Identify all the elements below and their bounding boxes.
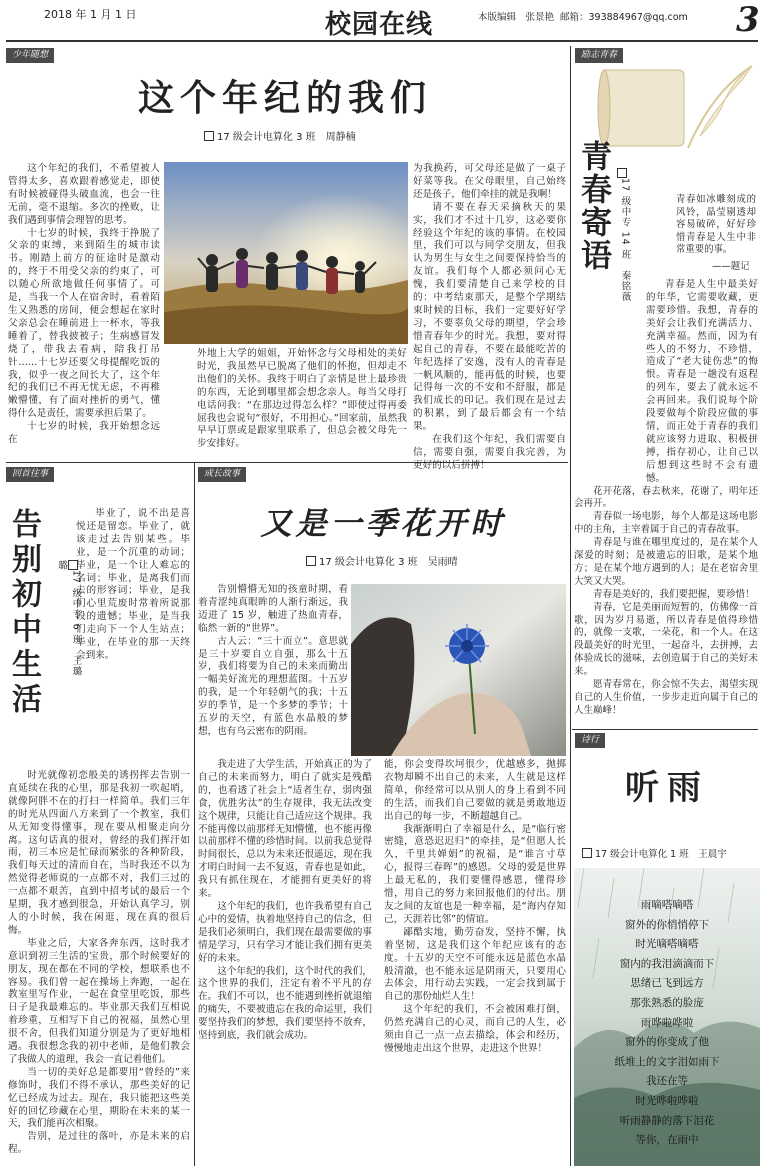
side-author: 17 级中专 14 班 秦铭薇 xyxy=(619,178,631,303)
poem-line: 那张熟悉的脸庞 xyxy=(630,996,704,1009)
epigraph-source: ——题记 xyxy=(712,261,750,272)
side-title: 青春寄语 xyxy=(575,140,611,272)
paragraph: 这个年纪的我们，不希望被人管得太多，喜欢跟着感觉走，即使有时候被碰得头破血流，也会一往无前，毫不退缩。多次的挫败，让我们遇到事情会理智的思考。 xyxy=(8,163,160,226)
byline-box-icon xyxy=(204,131,214,141)
article1-col1 xyxy=(8,163,160,459)
article1-col2 xyxy=(197,348,407,459)
paragraph: 古人云：“三十而立”。意思就是三十岁要自立自强，那么十五岁，我们将要为自己的未来而勤出一幅美好流光的理想蓝图。十五岁的我，是一个年轻朝气的我；十五岁的季节，是一个多梦的季节；十五岁的天空，有蓝色水晶般的梦想，也有乌云密布的阴雨。 xyxy=(198,635,348,737)
article3-byline xyxy=(306,553,458,568)
paragraph: 青春是美好的，我们要把握，要珍惜！ xyxy=(593,588,755,600)
photo-blue-dandelion xyxy=(351,584,566,756)
scroll-quill-illustration xyxy=(592,62,760,154)
paragraph: 青春是与谁在哪里度过的，是在某个人深爱的时刻；是被遗忘的旧歌，是某个地方；是在某个地方遇到的人；是在老宿舍里大笑又大哭。 xyxy=(574,537,758,587)
section-tag-inspiring-youth: 励志青春 xyxy=(575,48,623,63)
paragraph: 十七岁的时候，我终于挣脱了父亲的束缚，来到陌生的城市读书。刚踏上前方的征途时是激动的，终于不用受父亲的约束了，可以随心所欲地做任何事情了。可是，当我一个人在宿舍时，看着陌生又熟悉的房间，便会想起在家时父亲总会在睡前进上一杯水，等我睡着了，替我披被子；生病感冒发烧了，带我去看病，陪我打吊针……十七岁还要父母提醒吃饭的我，似乎一夜之间长大了，这个年纪的我们已不再无忧无虑，不再稚嫩懵懂，有了面对挫折的勇气，懂得什么是责任，需要承担后果了。 xyxy=(8,227,160,420)
article3-author: 17 级会计电算化 3 班 吴雨晴 xyxy=(319,557,458,568)
article3-col1-top xyxy=(198,584,348,760)
paragraph: 十七岁的时候，我开始想念远在 xyxy=(8,421,160,446)
poem-line: 窗内的我泪滴滴而下 xyxy=(619,957,715,970)
paragraph: 鄙酷实地，勤劳奋发，坚持不懈，执着坚韧，这是我们这个年纪应该有的态度。十五岁的天空不可能永远是蓝色水晶般清澈，也不能永远是阴雨天，只要用心去体会，用行动去实践，一定会找到属于自己的那份灿烂人生！ xyxy=(384,926,566,1003)
article1-col3 xyxy=(413,163,566,471)
paragraph: 告别，是过往的落叶，亦是未来的启程。 xyxy=(8,1131,190,1156)
poem-line: 听雨静静的落下泪花 xyxy=(619,1114,715,1127)
page-header xyxy=(0,0,766,44)
paragraph: 外地上大学的姐姐，开始怀念与父母相处的美好时光，我虽然早已脱离了他们的怀抱，但却走不出他们的关怀。我终于明白了亲情是世上最珍贵的东西，无论到哪里都会想念亲人。每当父母打电话问我：“在那边过得怎么样？”即使过得再委屈我也会说句“很好，不用担心。”回家前，虽然我早早订票或是跟家里联系了，但总会被父母先一步安排好。 xyxy=(197,348,407,450)
paragraph: 时光就像初恋般美的诱拐挥去告别一直延续在我的心里，那是我初一吹起哨，就像阿胖不在的打扫一样简单。我们三年的时光从四面八方来到了一个教室，我们从无知变得懂事，现在要从相聚走向分离。这句话真的很对，曾经的我们挥汗如雨，初三本应是忙碌而紧张的各种阶段，我们每天过的清而自在，当时我还不以为然觉得老师说的一点都不对，我们三过的一点都不艰苦，直到中招考试的最后一个星期，我才感到很急，开始认真学习，别人的小时候，我在闲逛，现在真的很后悔。 xyxy=(8,770,190,936)
paragraph: 毕业之后，大家各奔东西，这时我才意识到初三生活的宝贵，那个时候要好的朋友，现在都在不同的学校，想联系也不容易。我们曾一起在操场上奔跑，一起在教室里写作业，一起在食堂里吃饭，那些日子是我最难忘的。毕业那天我们互相说着珍重，互相写下自己的祝福，虽然心里很不舍，但我们知道分别是为了更好地相遇。我很想念我的初中老师，是他们教会了我做人的道理，我会一直记着他们。 xyxy=(8,937,190,1065)
byline-box-icon xyxy=(617,168,627,178)
editor-email: 邮箱：393884967@qq.com xyxy=(560,12,688,23)
poem-line: 我还在等 xyxy=(646,1075,688,1088)
paragraph: 我渐渐明白了幸福是什么，是“临行密密缝，意恐迟迟归”的牵挂，是“但愿人长久，千里共婵娟”的祝福，是“谁言寸草心，报得三春晖”的感恩。父母的爱是世界上最无私的，我们要懂得感恩，懂得珍惜，用自己的努力来回报他们的付出。朋友之间的友谊也是一种幸福，是“海内存知己，天涯若比邻”的情谊。 xyxy=(384,823,566,925)
poem-top-rule xyxy=(572,729,758,730)
paragraph: 毕业了，说不出是喜悦还是留恋。毕业了，就该走过去告别某些。毕业，是一个沉重的动词；毕业，是一个让人难忘的名词；毕业，是离我们而去的形容词；毕业，是我们心里荒废时常着所说那段的遗憾；毕业，是当我们走向下一个人生站点；毕业，在毕业的那一天终会到来。 xyxy=(76,508,190,661)
section-tag-looking-back: 回首往事 xyxy=(6,467,54,482)
section-tag-poetry: 诗行 xyxy=(575,733,605,748)
poem-line: 窗外的你变成了他 xyxy=(625,1036,709,1049)
side-body xyxy=(574,279,758,725)
middle-divider xyxy=(194,462,195,1166)
article3-title: 又是一季花开时 xyxy=(260,506,506,542)
article3-col2 xyxy=(384,759,566,1164)
paragraph: 这个年纪的我们，不会被困难打倒，仍然充满自己的心灵，而自己的人生，必须由自己一点一点去描绘，体会和经历，慢慢地走出这个世界，走进这个世界！ xyxy=(384,1004,566,1054)
paragraph: 花开花落，春去秋来，花谢了，明年还会再开。 xyxy=(574,485,758,510)
article1-author: 17 级会计电算化 3 班 周静楠 xyxy=(217,132,356,143)
masthead-title: 校园在线 xyxy=(325,10,434,40)
article2-author: 17 级中专 6 班 王璐璐 xyxy=(56,560,82,677)
section-tag-youth-thoughts: 少年随想 xyxy=(6,48,54,63)
poem-title: 听雨 xyxy=(625,768,709,808)
article2-body xyxy=(8,770,190,1164)
poem-line: 雨哗啦哗啦 xyxy=(640,1016,694,1029)
poem-line: 窗外的你悄悄停下 xyxy=(625,918,709,931)
page-number: 3 xyxy=(736,0,760,40)
right-column-divider xyxy=(570,46,571,1166)
paragraph: 能，你会变得坎坷很少，优越感多，抛掷衣物却瞬不出自己的未来，人生就是这样简单，你经常可以从别人的身上看到不同的生活，而我们自己要做的就是勇敢地迈出自己的每一步，不断超越自己。 xyxy=(384,759,566,822)
paragraph: 青春，它是美丽而短暂的，仿佛像一首歌，因为岁月易逝，所以青春是值得珍惜的，就像一支歌，一朵花，和一个人。在这段最美好的时光里，一起奋斗，去拼搏，去体验成长的滋味，去创造属于自己的美好未来。 xyxy=(574,601,758,678)
paragraph: 请不要在春天采摘秋天的果实，我们才不过十几岁，这必要你经验这个年纪的该的事情。在校园里，我们可以与同学交朋友，但我认为男生与女生之间要保持恰当的友谊。我们每个人都必须问心无愧，我们要清楚自己来学校的目的：中考结束那天，是整个学期结束时候的目标，我们一定要好好学习，不要辜负父母的期望，学会珍惜青春年少的时光。我想，要对得起自己的青春，不要在最能吃苦的年纪选择了安逸，没有人的青春是一帆风顺的，能再低的时候，也要记得每一次的不安和不舒服，都是我们成长的印记。我们现在是过去的积累，到了最后都会有一个结果。 xyxy=(413,201,566,433)
byline-box-icon xyxy=(306,556,316,566)
poem-line: 等你，在雨中 xyxy=(635,1134,699,1147)
section-tag-growth-story: 成长故事 xyxy=(198,467,246,482)
paragraph: 当一切的美好总是都要用“曾经的”来修饰时，我们不得不承认，那些美好的记忆已经成为过去。现在，我只能把这些美好的回忆珍藏在心里，期盼在未来的某一天，我们能再次相聚。 xyxy=(8,1066,190,1130)
paragraph: 这个年纪的我们，也许我希望有自己心中的爱情，执着地坚持自己的信念，但是我们必须明白，我们现在最需要做的事情是学习，只有学习才能让我们拥有更美好的未来。 xyxy=(198,900,372,964)
poem-line: 时光嘀嗒嘀嗒 xyxy=(635,938,699,951)
paragraph: 告别懵懵无知的孩童时期，看着青涩纯真眼眸的人渐行渐远，我迈进了 15 岁，触进了热血青春，临然一新的“世界”。 xyxy=(198,584,348,634)
paragraph: 青春似一场电影，每个人都是这场电影中的主角，主宰着属于自己的青春故事。 xyxy=(574,511,758,536)
poem-line: 纸堆上的文字泪如雨下 xyxy=(614,1055,720,1068)
poem-author: 17 级会计电算化 1 班 王晨宇 xyxy=(595,849,727,860)
poem-byline xyxy=(582,846,727,860)
paragraph: 青春是人生中最美好的年华，它需要收藏，更需要珍惜。我想，青春的美好会让我们充满活力、充满幸福。然而，因为有些人的不努力，不珍惜，造成了“老大徒伤悲”的悔恨。青春是一趟没有返程的列车，要去了就永远不会再回来。我们说每个阶段要做每个阶段应做的事情，而正处于青春的我们就应该努力进取、积极拼搏，指存初心，让自己以后想到这些时不会有遗憾。 xyxy=(646,279,758,484)
poem-lines xyxy=(574,896,760,1151)
paragraph: 这个年纪的我们，这个时代的我们，这个世界的我们，注定有着不平凡的存在。我们不可以，也不能遇到挫折就退缩的痛失，不要被遗忘在我的命运里，我们要坚持我们的梦想，我们要坚持不放弃，坚持到底，我们就会成功。 xyxy=(198,965,372,1042)
paragraph: 我走进了大学生活，开始真正的为了自己的未来而努力，明白了就实是残酷的，也看透了社会上“适者生存，弱肉强食，优胜劣汰”的生存规律，我无法改变这个规律，只能让自己适应这个规律。我不能再像以前那样无知懵懂，也不能再像以前那样不懂的珍惜时间。以前我总觉得时间很长，总以为未来还很遥远，现在我才明白时间一去不复返，青春也是如此，我只有抓住现在，才能拥有更美好的将来。 xyxy=(198,759,372,900)
photo-children-running xyxy=(164,162,408,344)
article1-title: 这个年纪的我们 xyxy=(137,78,432,119)
header-rule xyxy=(6,40,758,42)
article2-body-top xyxy=(76,508,190,772)
poem-line: 思绪已飞到远方 xyxy=(630,977,704,990)
article1-byline xyxy=(204,128,356,143)
page-editor: 本版编辑 张景艳 xyxy=(478,12,555,23)
poem-line: 时光哗啦哗啦 xyxy=(635,1094,699,1107)
paragraph: 为我换药，可父母还是做了一桌子好菜等我。在父母眼里，自己始终还是孩子，他们牵挂的就是我啊！ xyxy=(413,163,566,200)
issue-date: 2018 年 1 月 1 日 xyxy=(44,8,137,21)
paragraph: 愿青春常在，你会惊不失去，渴望实现自己的人生价值，一步步走近向属于自己的人生巅峰！ xyxy=(574,679,758,716)
paragraph: 在我们这个年纪，我们需要自信，需要自强，需要自我完善，为更好的以后拼搏！ xyxy=(413,434,566,471)
side-epigraph xyxy=(676,194,756,264)
epigraph-text: 青春如冰雕刻成的风铃，晶莹剔透却容易破碎，好好珍惜青春是人生中非常重要的事。 xyxy=(676,194,756,255)
article3-col1-bottom xyxy=(198,759,372,1164)
poem-line: 雨嘀嗒嘀嗒 xyxy=(640,899,694,911)
article2-title: 告别初中生活 xyxy=(6,508,41,718)
byline-box-icon xyxy=(582,848,592,858)
